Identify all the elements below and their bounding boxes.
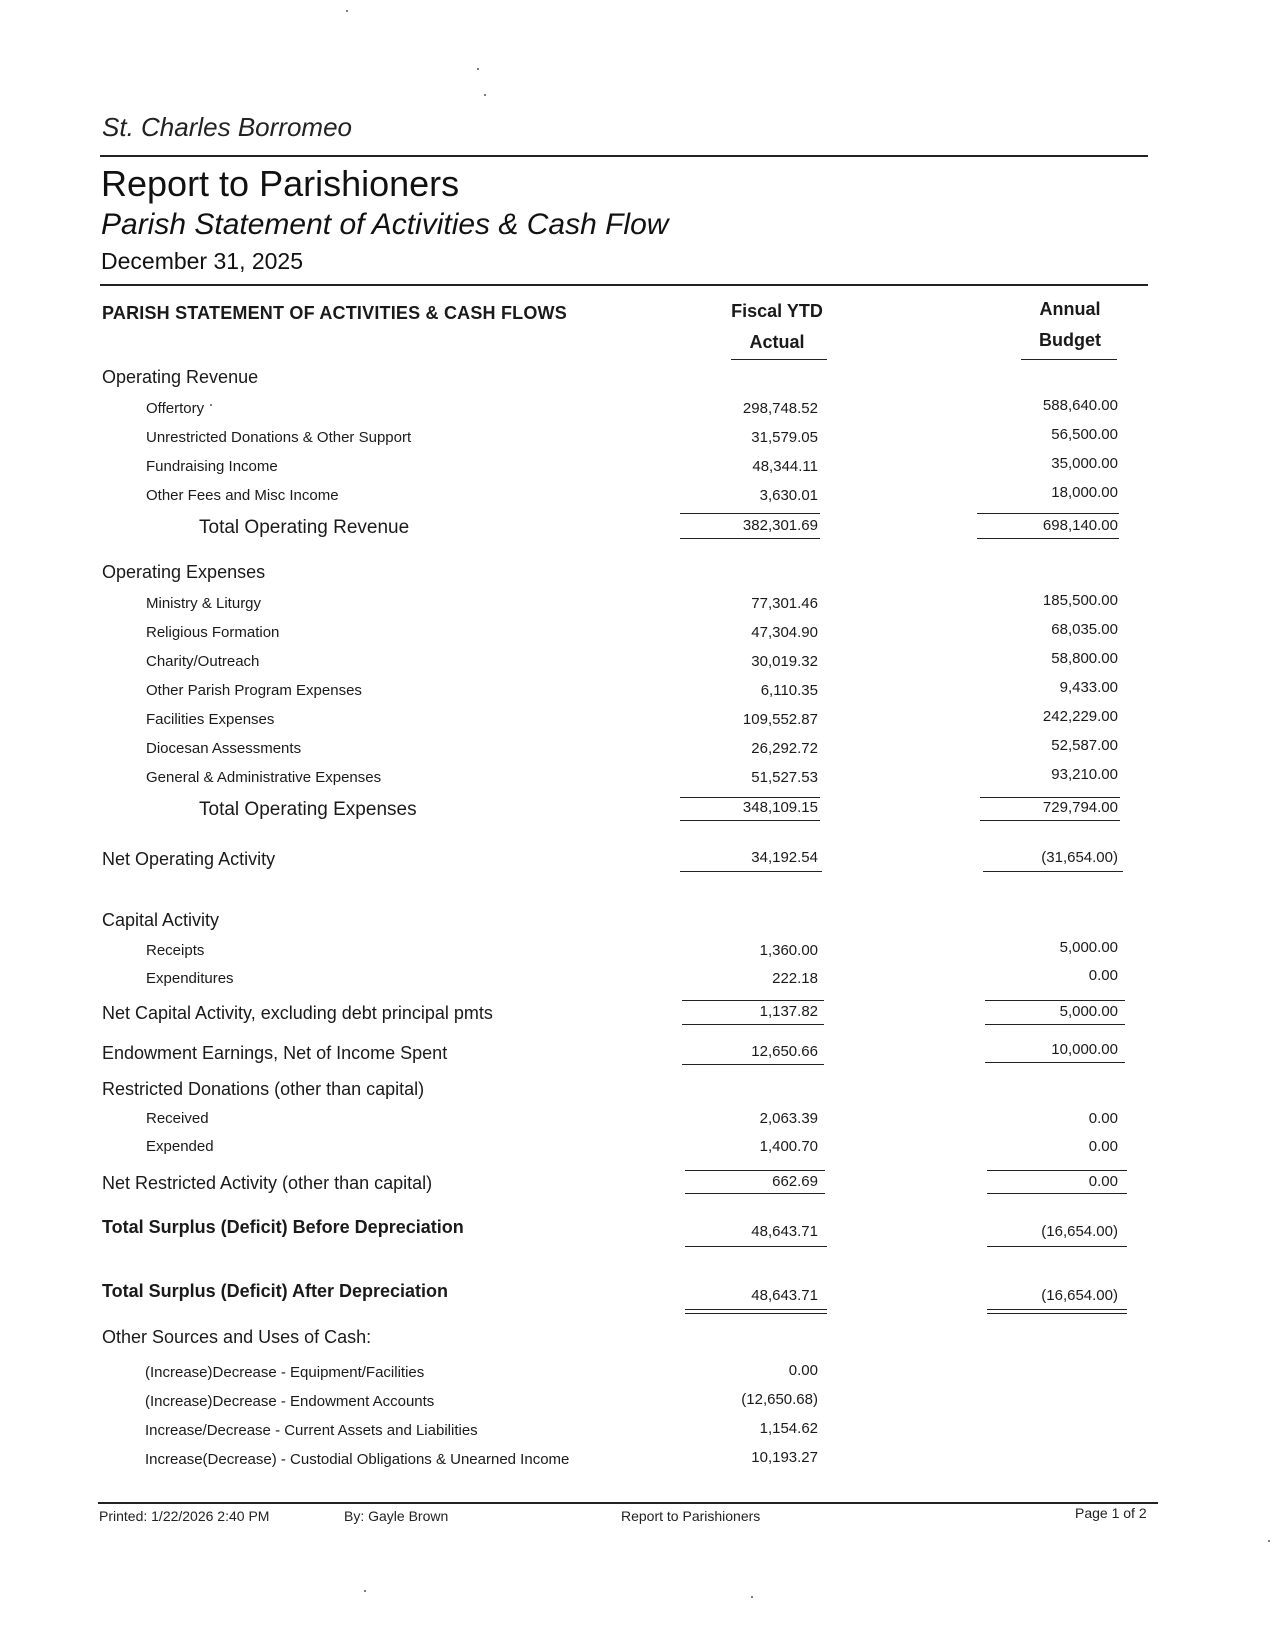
row-actual: 222.18 xyxy=(772,970,818,987)
row-label: (Increase)Decrease - Endowment Accounts xyxy=(145,1393,435,1410)
row-actual: 2,063.39 xyxy=(759,1110,818,1127)
row-budget: 0.00 xyxy=(1088,1138,1118,1155)
operating-revenue-heading: Operating Revenue xyxy=(102,367,259,387)
row-budget: 52,587.00 xyxy=(1051,737,1118,754)
operating-expenses-heading: Operating Expenses xyxy=(102,562,266,582)
total-operating-expenses-actual: 348,109.15 xyxy=(742,799,818,816)
net-capital-label: Net Capital Activity, excluding debt principal pmts xyxy=(102,1003,493,1023)
total-rule xyxy=(685,1246,827,1247)
scan-speck xyxy=(477,68,479,70)
row-label: Expended xyxy=(146,1138,214,1155)
row-actual: 47,304.90 xyxy=(751,624,818,641)
row-label: Fundraising Income xyxy=(146,458,278,475)
double-rule-top xyxy=(987,1309,1127,1310)
row-actual: 298,748.52 xyxy=(742,400,818,417)
endowment-budget: 10,000.00 xyxy=(1051,1041,1118,1058)
capital-activity-heading: Capital Activity xyxy=(102,910,220,930)
row-budget: 68,035.00 xyxy=(1051,621,1118,638)
surplus-before-actual: 48,643.71 xyxy=(751,1223,818,1240)
subtotal-rule xyxy=(682,1000,824,1001)
row-actual: 26,292.72 xyxy=(751,740,818,757)
total-operating-revenue-label: Total Operating Revenue xyxy=(199,517,410,538)
row-budget: 35,000.00 xyxy=(1051,455,1118,472)
total-rule xyxy=(680,538,820,539)
subtotal-rule xyxy=(680,797,820,798)
column-header-budget-line2: Budget xyxy=(1039,330,1101,350)
row-label: Increase/Decrease - Current Assets and Liabilities xyxy=(145,1422,478,1439)
row-label: Diocesan Assessments xyxy=(146,740,302,757)
row-actual: 31,579.05 xyxy=(751,429,818,446)
double-rule-bottom xyxy=(685,1313,827,1314)
surplus-before-budget: (16,654.00) xyxy=(1041,1223,1118,1240)
net-restricted-actual: 662.69 xyxy=(772,1173,818,1190)
surplus-after-label: Total Surplus (Deficit) After Depreciation xyxy=(102,1281,449,1301)
row-actual: 30,019.32 xyxy=(751,653,818,670)
restricted-heading: Restricted Donations (other than capital) xyxy=(102,1079,425,1099)
subtotal-rule xyxy=(680,513,820,514)
parish-name: St. Charles Borromeo xyxy=(102,112,352,142)
net-capital-budget: 5,000.00 xyxy=(1059,1003,1118,1020)
total-rule xyxy=(987,1193,1127,1194)
row-budget: 588,640.00 xyxy=(1042,397,1118,414)
total-rule xyxy=(985,1062,1125,1063)
footer-rule xyxy=(98,1502,1158,1504)
scan-speck xyxy=(484,94,486,96)
row-label: Facilities Expenses xyxy=(146,711,275,728)
scan-speck xyxy=(210,404,212,406)
total-operating-revenue-actual: 382,301.69 xyxy=(742,517,818,534)
total-rule xyxy=(977,538,1119,539)
total-rule xyxy=(682,1024,824,1025)
row-label: Charity/Outreach xyxy=(146,653,260,670)
double-rule-top xyxy=(685,1309,827,1310)
row-actual: 77,301.46 xyxy=(751,595,818,612)
subtotal-rule xyxy=(977,513,1119,514)
footer-report-name: Report to Parishioners xyxy=(621,1508,761,1524)
row-budget: 18,000.00 xyxy=(1051,484,1118,501)
footer-printed: Printed: 1/22/2026 2:40 PM xyxy=(99,1508,270,1524)
row-budget: 9,433.00 xyxy=(1059,679,1118,696)
row-actual: 109,552.87 xyxy=(742,711,818,728)
row-actual: 1,154.62 xyxy=(759,1420,818,1437)
surplus-after-actual: 48,643.71 xyxy=(751,1287,818,1304)
endowment-actual: 12,650.66 xyxy=(751,1043,818,1060)
row-budget: 0.00 xyxy=(1088,967,1118,984)
row-label: Increase(Decrease) - Custodial Obligations & Unearned Income xyxy=(145,1451,570,1468)
endowment-label: Endowment Earnings, Net of Income Spent xyxy=(102,1043,448,1063)
row-label: Receipts xyxy=(146,942,205,959)
double-rule-bottom xyxy=(987,1313,1127,1314)
row-label: Ministry & Liturgy xyxy=(146,595,262,612)
row-label: Received xyxy=(146,1110,209,1127)
report-title: Report to Parishioners xyxy=(101,163,460,204)
net-restricted-budget: 0.00 xyxy=(1088,1173,1118,1190)
row-label: Religious Formation xyxy=(146,624,280,641)
row-label: Expenditures xyxy=(146,970,234,987)
column-header-actual-line1: Fiscal YTD xyxy=(731,301,823,321)
total-rule xyxy=(680,820,820,821)
total-operating-expenses-budget: 729,794.00 xyxy=(1042,799,1118,816)
column-header-budget-line1: Annual xyxy=(1039,299,1101,319)
column-header-actual-line2: Actual xyxy=(749,332,805,352)
scan-speck xyxy=(751,1596,753,1598)
surplus-after-budget: (16,654.00) xyxy=(1041,1287,1118,1304)
row-actual: 1,360.00 xyxy=(759,942,818,959)
row-actual: 6,110.35 xyxy=(760,682,818,699)
total-rule xyxy=(980,820,1120,821)
header-rule xyxy=(100,155,1148,157)
subtotal-rule xyxy=(987,1170,1127,1171)
row-actual: 3,630.01 xyxy=(759,487,818,504)
row-budget: 56,500.00 xyxy=(1051,426,1118,443)
subtotal-rule xyxy=(980,797,1120,798)
scan-speck xyxy=(364,1590,366,1592)
row-label: Unrestricted Donations & Other Support xyxy=(146,429,412,446)
row-label: Other Parish Program Expenses xyxy=(146,682,362,699)
row-budget: 58,800.00 xyxy=(1051,650,1118,667)
statement-heading: PARISH STATEMENT OF ACTIVITIES & CASH FLOWS xyxy=(102,303,567,323)
scan-speck xyxy=(346,10,348,12)
footer-page: Page 1 of 2 xyxy=(1075,1505,1147,1521)
net-operating-actual: 34,192.54 xyxy=(751,849,818,866)
row-actual: 51,527.53 xyxy=(751,769,818,786)
net-capital-actual: 1,137.82 xyxy=(759,1003,818,1020)
row-label: Offertory xyxy=(146,400,205,417)
net-operating-budget: (31,654.00) xyxy=(1041,849,1118,866)
row-actual: 1,400.70 xyxy=(759,1138,818,1155)
header-rule-bottom xyxy=(100,284,1148,286)
total-rule xyxy=(985,1024,1125,1025)
report-subtitle: Parish Statement of Activities & Cash Flow xyxy=(101,208,669,241)
row-budget: 0.00 xyxy=(1088,1110,1118,1127)
column-header-actual-underline xyxy=(731,359,827,360)
net-operating-label: Net Operating Activity xyxy=(102,849,276,869)
total-rule xyxy=(680,871,822,872)
total-operating-revenue-budget: 698,140.00 xyxy=(1042,517,1118,534)
column-header-budget-underline xyxy=(1021,359,1117,360)
subtotal-rule xyxy=(985,1000,1125,1001)
total-rule xyxy=(682,1064,824,1065)
total-rule xyxy=(983,871,1123,872)
column-header-budget xyxy=(990,294,1150,356)
other-sources-heading: Other Sources and Uses of Cash: xyxy=(102,1327,372,1347)
row-actual: 0.00 xyxy=(788,1362,818,1379)
total-operating-expenses-label: Total Operating Expenses xyxy=(199,799,417,820)
total-rule xyxy=(685,1193,825,1194)
row-budget: 93,210.00 xyxy=(1051,766,1118,783)
row-actual: (12,650.68) xyxy=(741,1391,818,1408)
net-restricted-label: Net Restricted Activity (other than capital) xyxy=(102,1173,433,1193)
row-budget: 5,000.00 xyxy=(1059,939,1118,956)
column-header-actual xyxy=(697,296,857,358)
row-label: General & Administrative Expenses xyxy=(146,769,382,786)
row-budget: 185,500.00 xyxy=(1042,592,1118,609)
surplus-before-label: Total Surplus (Deficit) Before Depreciation xyxy=(102,1217,464,1237)
row-label: Other Fees and Misc Income xyxy=(146,487,339,504)
row-budget: 242,229.00 xyxy=(1042,708,1118,725)
scan-speck xyxy=(1268,1540,1270,1542)
row-actual: 48,344.11 xyxy=(752,458,818,475)
subtotal-rule xyxy=(685,1170,825,1171)
row-actual: 10,193.27 xyxy=(751,1449,818,1466)
report-date: December 31, 2025 xyxy=(101,248,304,274)
total-rule xyxy=(987,1246,1127,1247)
row-label: (Increase)Decrease - Equipment/Facilities xyxy=(145,1364,425,1381)
footer-by: By: Gayle Brown xyxy=(344,1508,449,1524)
